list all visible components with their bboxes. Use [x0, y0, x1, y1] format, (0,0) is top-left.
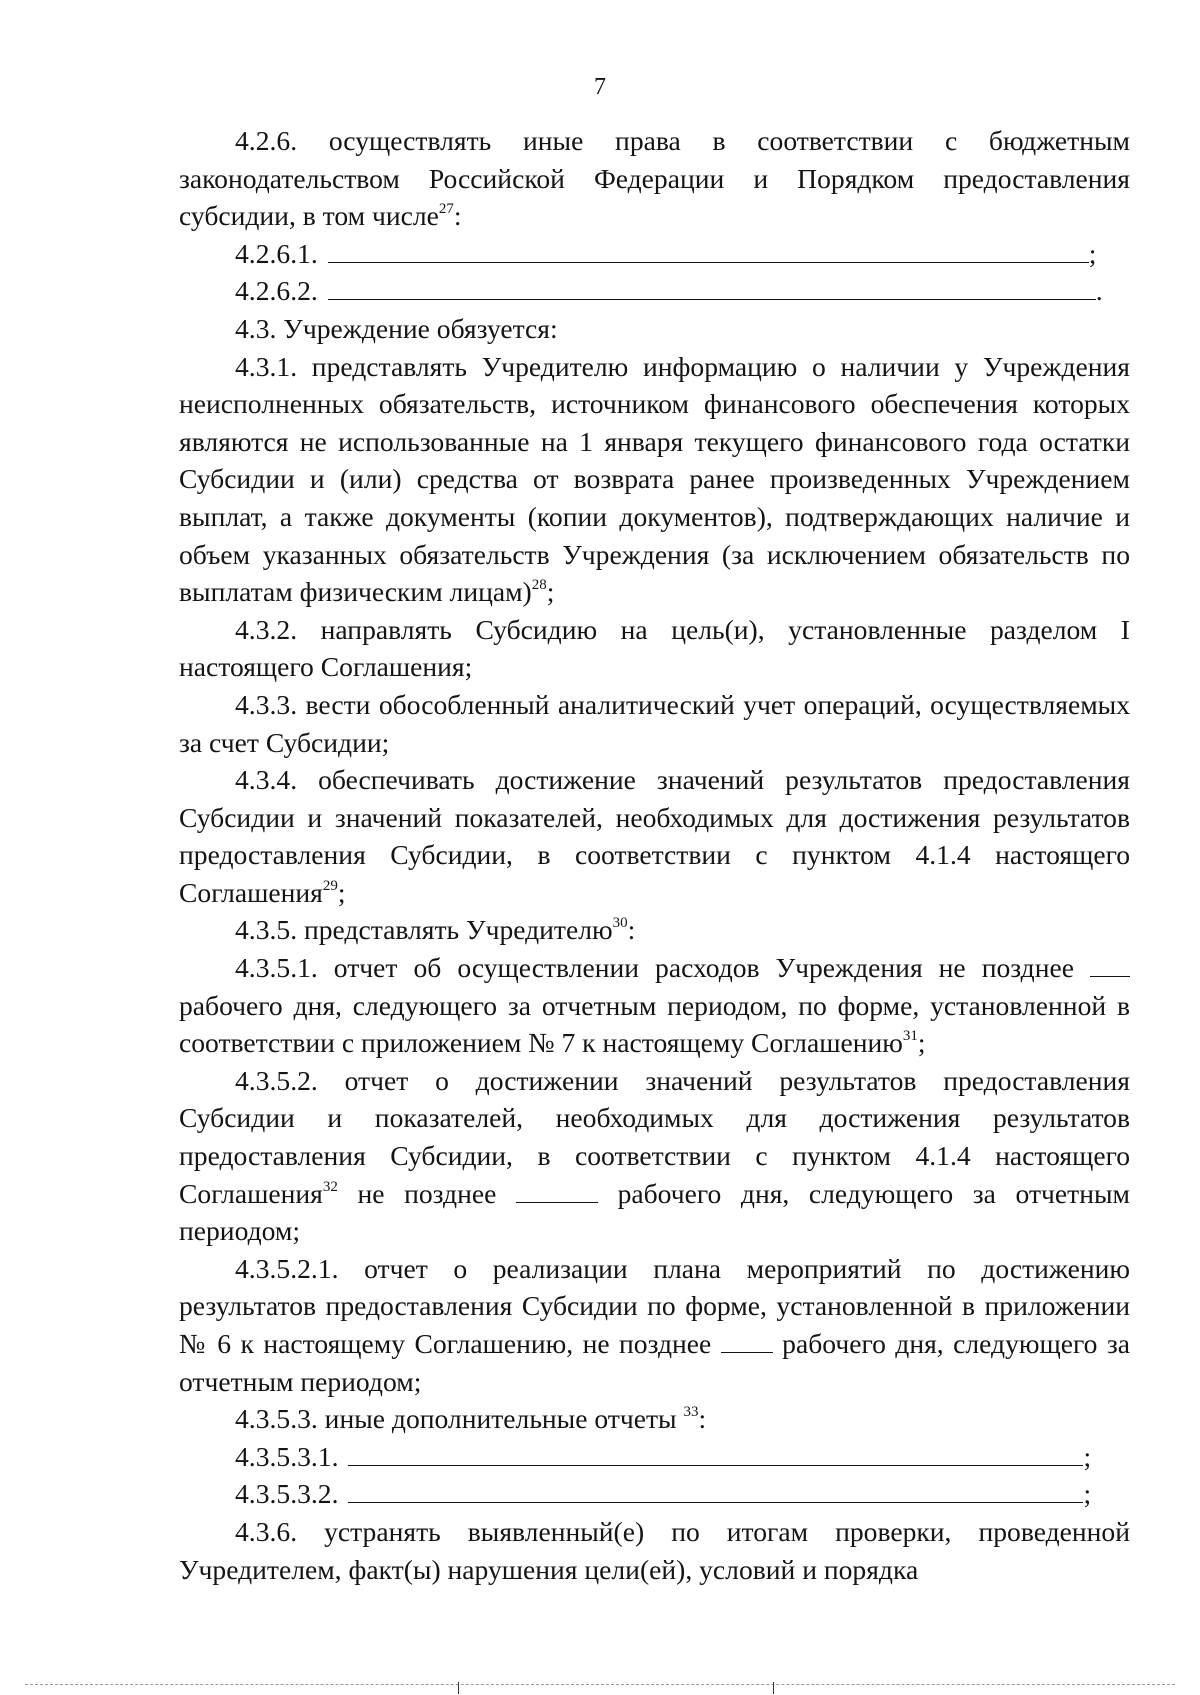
clause-text: 4.3.5.2. отчет о достижении значений результатов предоставления Субсидии и показателей, необходимых для достижения результатов предоставления Субсидии, в соответствии с пунктом 4.1.4 настоящего Соглашения [179, 1064, 1130, 1209]
clause-text: 4.3.2. направлять Субсидию на цель(и), установленные разделом I настоящего Соглашения; [179, 613, 1130, 683]
footnote-ref-33: 33 [683, 1404, 699, 1421]
fill-in-blank [721, 1330, 773, 1353]
clause-4-2-6-1 [179, 235, 1130, 273]
clause-4-3-6 [179, 1513, 1130, 1588]
footnote-ref-29: 29 [322, 877, 338, 894]
clause-label: 4.3.5.3.2. [235, 1478, 339, 1510]
clause-text: 4.3.4. обеспечивать достижение значений результатов предоставления Субсидии и значений показателей, необходимых для достижения результатов предоставления Субсидии, в соответствии с пунктом 4.1.4 настоящего Соглашения [179, 764, 1130, 908]
clause-punct: : [453, 200, 462, 232]
clause-punct: ; [1083, 1478, 1092, 1510]
scan-bottom-edge [25, 1684, 1175, 1685]
clause-4-2-6-2 [179, 272, 1130, 310]
clause-4-3-5-3 [179, 1400, 1130, 1438]
clause-text: рабочего дня, следующего за отчетным периодом; [179, 1177, 1130, 1247]
scan-edge-mark [773, 1682, 774, 1694]
clause-4-3-5 [179, 911, 1130, 949]
clause-text: не позднее [357, 1177, 497, 1209]
clause-4-3-5-3-1 [179, 1438, 1130, 1476]
clause-text: 4.3.5.2.1. отчет о реализации плана мероприятий по достижению результатов предоставления Субсидии по форме, установленной в приложении № 6 к настоящему Соглашению, не позднее [179, 1252, 1130, 1359]
clause-4-3-1 [179, 348, 1130, 611]
clause-text: рабочего дня, следующего за отчетным периодом, по форме, установленной в соответствии с приложением № 7 к настоящему Соглашению [179, 989, 1130, 1059]
clause-4-3-2 [179, 611, 1130, 686]
clause-4-3-4 [179, 761, 1130, 911]
clause-4-3-5-2-1 [179, 1250, 1130, 1400]
clause-4-3 [179, 310, 1130, 348]
clause-4-3-5-3-2 [179, 1475, 1130, 1513]
document-body [179, 122, 1130, 1588]
clause-4-3-5-1 [179, 949, 1130, 1062]
footnote-ref-32: 32 [322, 1178, 338, 1195]
clause-text: 4.3.1. представлять Учредителю информацию о наличии у Учреждения неисполненных обязательств, источником финансового обеспечения которых являются не использованные на 1 января текущего финансового года остатки Субсидии и (или) средства от возврата ранее произведенных Учреждением выплат, а также документы (копии документов), подтверждающих наличие и объем указанных обязательств Учреждения (за исключением обязательств по выплатам физическим лицам) [179, 350, 1130, 608]
clause-punct: ; [1083, 1440, 1092, 1472]
fill-in-blank [516, 1180, 598, 1203]
clause-text: 4.3.5.1. отчет об осуществлении расходов Учреждения не позднее [235, 952, 1074, 984]
clause-label: 4.3.5.3.1. [235, 1440, 339, 1472]
scan-edge-mark [458, 1682, 459, 1694]
footnote-ref-31: 31 [902, 1028, 918, 1045]
clause-punct: ; [337, 876, 346, 908]
clause-4-3-3 [179, 686, 1130, 761]
clause-4-2-6 [179, 122, 1130, 235]
fill-in-line [348, 1478, 1083, 1503]
clause-text: 4.3.6. устранять выявленный(е) по итогам проверки, проведенной Учредителем, факт(ы) нарушения цели(ей), условий и порядка [179, 1515, 1130, 1585]
footnote-ref-28: 28 [531, 577, 547, 594]
fill-in-line [328, 238, 1089, 263]
clause-punct: . [1095, 275, 1103, 307]
clause-text: 4.3.5. представлять Учредителю [235, 914, 613, 946]
fill-in-line [328, 275, 1096, 300]
clause-punct: ; [917, 1027, 926, 1059]
footnote-ref-27: 27 [438, 201, 454, 218]
clause-text: 4.3.3. вести обособленный аналитический учет операций, осуществляемых за счет Субсидии; [179, 688, 1130, 758]
clause-label: 4.2.6.1. [235, 237, 318, 269]
clause-text: рабочего дня, следующего за отчетным периодом; [179, 1328, 1130, 1397]
fill-in-line [348, 1441, 1083, 1466]
fill-in-blank [1090, 954, 1130, 977]
page-number: 7 [594, 74, 606, 100]
clause-4-3-5-2 [179, 1062, 1130, 1250]
clause-text: 4.2.6. осуществлять иные права в соответствии с бюджетным законодательством Российской Федерации и Порядком предоставления субсидии, в том числе [179, 125, 1130, 232]
footnote-ref-30: 30 [612, 915, 628, 932]
clause-punct: ; [546, 576, 555, 608]
clause-punct: ; [1088, 237, 1097, 269]
clause-label: 4.2.6.2. [235, 275, 318, 307]
clause-text: 4.3. Учреждение обязуется: [235, 312, 558, 344]
clause-punct: : [698, 1403, 707, 1435]
clause-punct: : [627, 914, 636, 946]
clause-text: 4.3.5.3. иные дополнительные отчеты [235, 1403, 677, 1435]
